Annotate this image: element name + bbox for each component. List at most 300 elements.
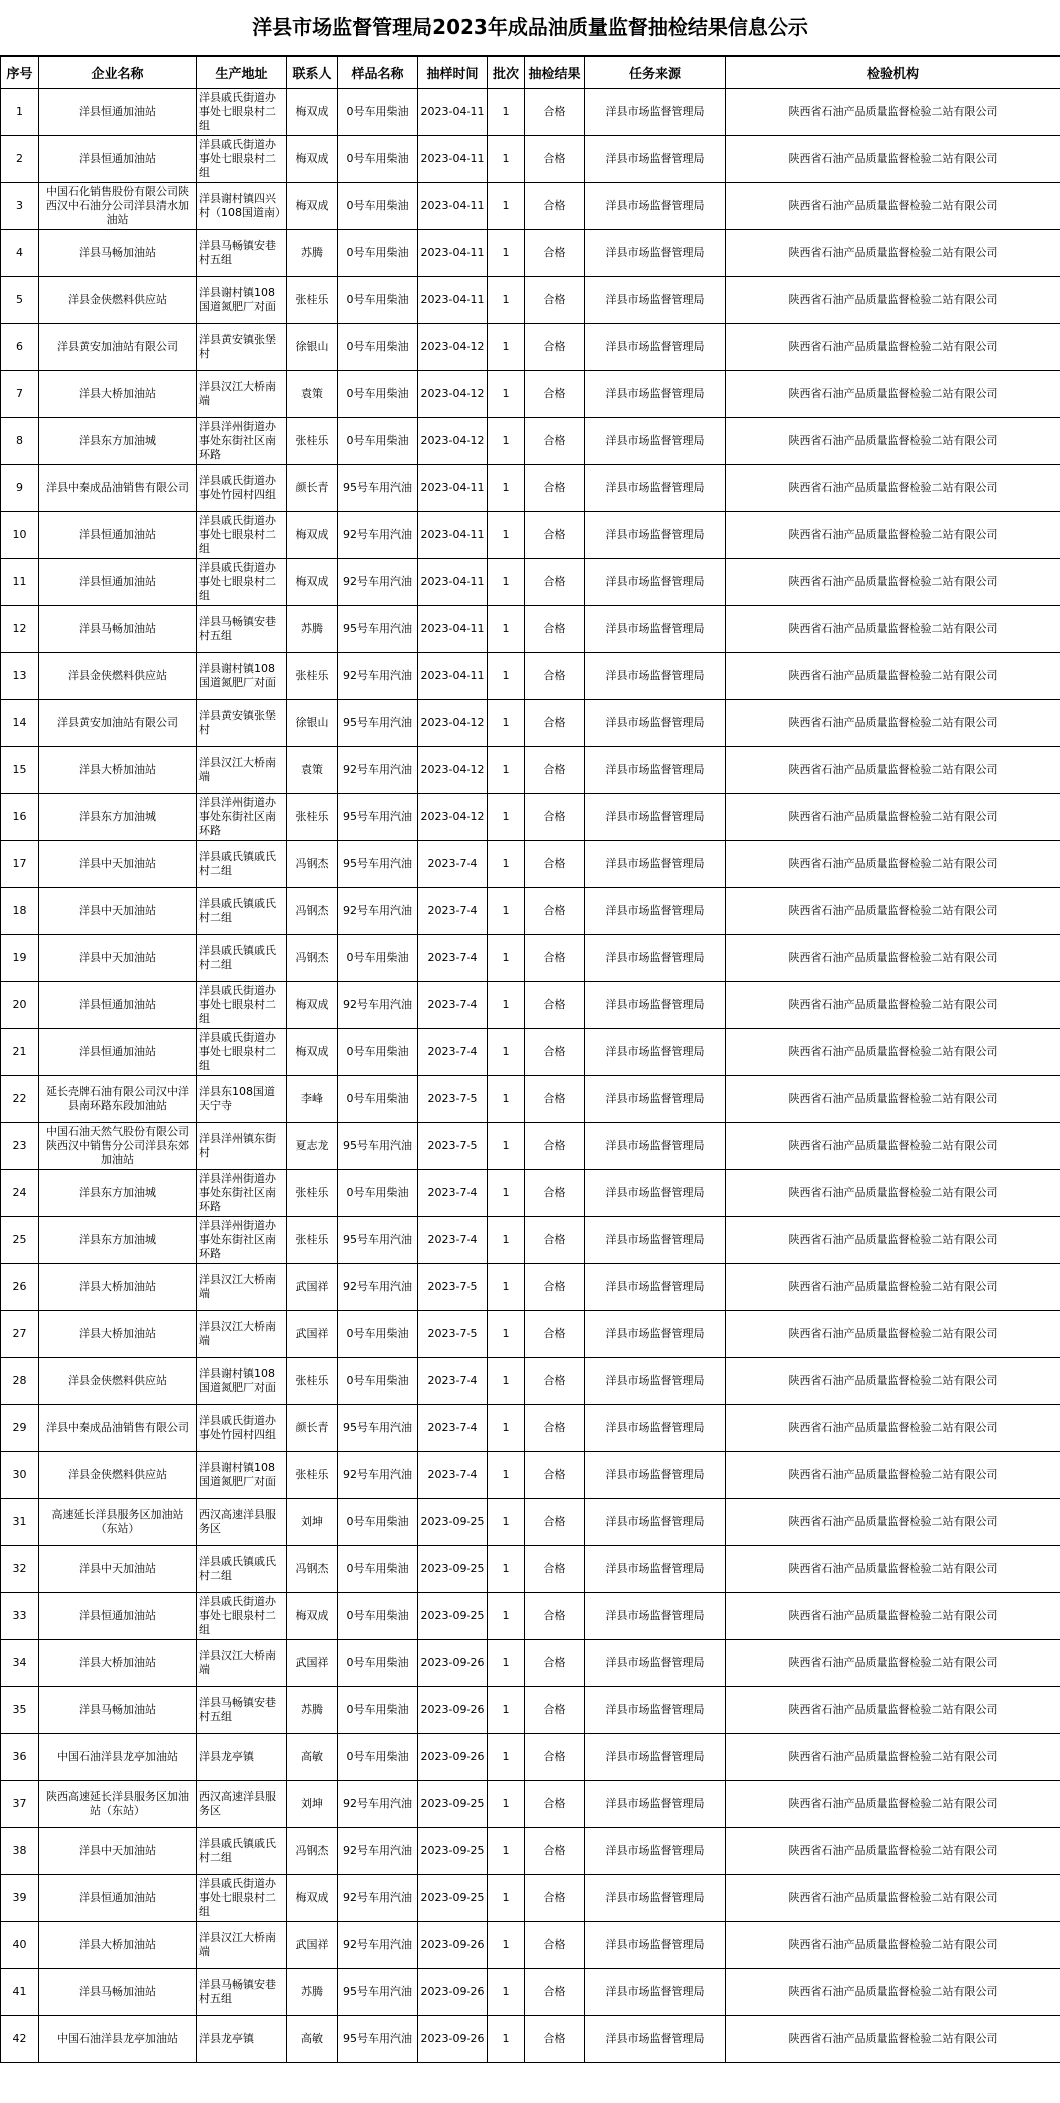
cell-address: 洋县戚氏街道办事处七眼泉村二组	[197, 982, 287, 1029]
cell-lab: 陕西省石油产品质量监督检验二站有限公司	[726, 1358, 1060, 1405]
cell-lab: 陕西省石油产品质量监督检验二站有限公司	[726, 606, 1060, 653]
cell-batch: 1	[488, 653, 525, 700]
cell-index: 14	[1, 700, 39, 747]
cell-date: 2023-7-4	[418, 841, 488, 888]
table-row	[1, 89, 1060, 136]
cell-contact: 张桂乐	[287, 1170, 338, 1217]
cell-batch: 1	[488, 136, 525, 183]
cell-task-source: 洋县市场监督管理局	[585, 888, 726, 935]
cell-lab: 陕西省石油产品质量监督检验二站有限公司	[726, 559, 1060, 606]
cell-company: 中国石化销售股份有限公司陕西汉中石油分公司洋县清水加油站	[39, 183, 197, 230]
cell-index: 7	[1, 371, 39, 418]
cell-result: 合格	[525, 1029, 585, 1076]
cell-company: 洋县黄安加油站有限公司	[39, 700, 197, 747]
table-row	[1, 1264, 1060, 1311]
cell-task-source: 洋县市场监督管理局	[585, 371, 726, 418]
cell-task-source: 洋县市场监督管理局	[585, 1217, 726, 1264]
page-title: 洋县市场监督管理局2023年成品油质量监督抽检结果信息公示	[0, 0, 1060, 56]
cell-lab: 陕西省石油产品质量监督检验二站有限公司	[726, 1875, 1060, 1922]
cell-contact: 张桂乐	[287, 1217, 338, 1264]
cell-batch: 1	[488, 1358, 525, 1405]
cell-lab: 陕西省石油产品质量监督检验二站有限公司	[726, 1405, 1060, 1452]
cell-index: 21	[1, 1029, 39, 1076]
cell-date: 2023-7-4	[418, 935, 488, 982]
cell-batch: 1	[488, 1452, 525, 1499]
cell-company: 洋县马畅加油站	[39, 606, 197, 653]
cell-sample: 0号车用柴油	[338, 324, 418, 371]
cell-task-source: 洋县市场监督管理局	[585, 1640, 726, 1687]
table-body	[1, 89, 1060, 2063]
cell-lab: 陕西省石油产品质量监督检验二站有限公司	[726, 1687, 1060, 1734]
cell-task-source: 洋县市场监督管理局	[585, 1311, 726, 1358]
cell-contact: 冯钢杰	[287, 935, 338, 982]
cell-date: 2023-09-25	[418, 1828, 488, 1875]
cell-company: 洋县中天加油站	[39, 1546, 197, 1593]
cell-batch: 1	[488, 1123, 525, 1170]
cell-contact: 张桂乐	[287, 277, 338, 324]
cell-lab: 陕西省石油产品质量监督检验二站有限公司	[726, 1593, 1060, 1640]
header-row	[1, 57, 1060, 89]
cell-sample: 0号车用柴油	[338, 1076, 418, 1123]
cell-address: 洋县戚氏街道办事处七眼泉村二组	[197, 1593, 287, 1640]
table-row	[1, 1922, 1060, 1969]
table-row	[1, 700, 1060, 747]
cell-contact: 张桂乐	[287, 1452, 338, 1499]
cell-address: 洋县马畅镇安巷村五组	[197, 1687, 287, 1734]
cell-date: 2023-04-12	[418, 371, 488, 418]
cell-contact: 武国祥	[287, 1640, 338, 1687]
col-header-sample: 样品名称	[338, 57, 418, 89]
cell-sample: 92号车用汽油	[338, 982, 418, 1029]
cell-company: 延长壳牌石油有限公司汉中洋县南环路东段加油站	[39, 1076, 197, 1123]
cell-address: 洋县戚氏镇戚氏村二组	[197, 888, 287, 935]
cell-date: 2023-09-25	[418, 1875, 488, 1922]
table-row	[1, 1123, 1060, 1170]
cell-batch: 1	[488, 324, 525, 371]
cell-sample: 0号车用柴油	[338, 935, 418, 982]
cell-contact: 苏腾	[287, 1969, 338, 2016]
cell-contact: 苏腾	[287, 1687, 338, 1734]
cell-lab: 陕西省石油产品质量监督检验二站有限公司	[726, 982, 1060, 1029]
cell-batch: 1	[488, 1405, 525, 1452]
cell-sample: 0号车用柴油	[338, 1499, 418, 1546]
cell-company: 洋县恒通加油站	[39, 136, 197, 183]
cell-sample: 95号车用汽油	[338, 700, 418, 747]
cell-batch: 1	[488, 700, 525, 747]
cell-contact: 梅双成	[287, 183, 338, 230]
table-row	[1, 1217, 1060, 1264]
cell-company: 洋县黄安加油站有限公司	[39, 324, 197, 371]
cell-date: 2023-04-11	[418, 277, 488, 324]
cell-index: 37	[1, 1781, 39, 1828]
cell-company: 洋县马畅加油站	[39, 1687, 197, 1734]
cell-index: 42	[1, 2016, 39, 2063]
table-row	[1, 653, 1060, 700]
cell-sample: 92号车用汽油	[338, 1264, 418, 1311]
cell-lab: 陕西省石油产品质量监督检验二站有限公司	[726, 1452, 1060, 1499]
cell-result: 合格	[525, 277, 585, 324]
cell-task-source: 洋县市场监督管理局	[585, 418, 726, 465]
cell-task-source: 洋县市场监督管理局	[585, 183, 726, 230]
cell-task-source: 洋县市场监督管理局	[585, 89, 726, 136]
cell-company: 洋县恒通加油站	[39, 982, 197, 1029]
table-row	[1, 1029, 1060, 1076]
cell-task-source: 洋县市场监督管理局	[585, 1170, 726, 1217]
cell-batch: 1	[488, 371, 525, 418]
cell-index: 3	[1, 183, 39, 230]
table-row	[1, 324, 1060, 371]
cell-address: 洋县戚氏街道办事处竹园村四组	[197, 1405, 287, 1452]
cell-sample: 92号车用汽油	[338, 747, 418, 794]
cell-result: 合格	[525, 371, 585, 418]
cell-date: 2023-04-11	[418, 559, 488, 606]
cell-task-source: 洋县市场监督管理局	[585, 1593, 726, 1640]
cell-task-source: 洋县市场监督管理局	[585, 1546, 726, 1593]
cell-index: 27	[1, 1311, 39, 1358]
cell-sample: 95号车用汽油	[338, 1217, 418, 1264]
cell-date: 2023-09-26	[418, 1734, 488, 1781]
cell-lab: 陕西省石油产品质量监督检验二站有限公司	[726, 136, 1060, 183]
cell-contact: 张桂乐	[287, 1358, 338, 1405]
cell-result: 合格	[525, 935, 585, 982]
table-row	[1, 1170, 1060, 1217]
cell-company: 洋县大桥加油站	[39, 1640, 197, 1687]
cell-company: 洋县恒通加油站	[39, 89, 197, 136]
cell-result: 合格	[525, 606, 585, 653]
cell-lab: 陕西省石油产品质量监督检验二站有限公司	[726, 371, 1060, 418]
cell-company: 洋县大桥加油站	[39, 1311, 197, 1358]
cell-sample: 0号车用柴油	[338, 277, 418, 324]
cell-batch: 1	[488, 1076, 525, 1123]
cell-index: 41	[1, 1969, 39, 2016]
cell-sample: 95号车用汽油	[338, 841, 418, 888]
cell-contact: 梅双成	[287, 1875, 338, 1922]
cell-date: 2023-04-11	[418, 512, 488, 559]
cell-result: 合格	[525, 1593, 585, 1640]
cell-index: 13	[1, 653, 39, 700]
cell-task-source: 洋县市场监督管理局	[585, 841, 726, 888]
cell-index: 17	[1, 841, 39, 888]
table-row	[1, 841, 1060, 888]
cell-index: 19	[1, 935, 39, 982]
cell-index: 25	[1, 1217, 39, 1264]
cell-index: 36	[1, 1734, 39, 1781]
cell-address: 洋县谢村镇108国道氮肥厂对面	[197, 1358, 287, 1405]
cell-contact: 梅双成	[287, 512, 338, 559]
cell-task-source: 洋县市场监督管理局	[585, 1358, 726, 1405]
cell-sample: 92号车用汽油	[338, 1828, 418, 1875]
cell-index: 10	[1, 512, 39, 559]
cell-sample: 95号车用汽油	[338, 606, 418, 653]
cell-address: 洋县马畅镇安巷村五组	[197, 606, 287, 653]
cell-lab: 陕西省石油产品质量监督检验二站有限公司	[726, 700, 1060, 747]
cell-batch: 1	[488, 1593, 525, 1640]
cell-batch: 1	[488, 183, 525, 230]
cell-contact: 李峰	[287, 1076, 338, 1123]
cell-sample: 92号车用汽油	[338, 1922, 418, 1969]
cell-address: 洋县汉江大桥南端	[197, 747, 287, 794]
table-row	[1, 1311, 1060, 1358]
cell-date: 2023-09-26	[418, 1922, 488, 1969]
cell-index: 8	[1, 418, 39, 465]
cell-index: 18	[1, 888, 39, 935]
cell-lab: 陕西省石油产品质量监督检验二站有限公司	[726, 1499, 1060, 1546]
table-row	[1, 1640, 1060, 1687]
cell-lab: 陕西省石油产品质量监督检验二站有限公司	[726, 653, 1060, 700]
cell-date: 2023-04-11	[418, 465, 488, 512]
cell-index: 30	[1, 1452, 39, 1499]
cell-address: 洋县谢村镇108国道氮肥厂对面	[197, 1452, 287, 1499]
cell-index: 6	[1, 324, 39, 371]
cell-company: 洋县大桥加油站	[39, 1922, 197, 1969]
cell-task-source: 洋县市场监督管理局	[585, 1123, 726, 1170]
cell-index: 29	[1, 1405, 39, 1452]
table-row	[1, 183, 1060, 230]
cell-address: 洋县戚氏街道办事处七眼泉村二组	[197, 512, 287, 559]
cell-sample: 0号车用柴油	[338, 1687, 418, 1734]
table-row	[1, 1687, 1060, 1734]
table-row	[1, 794, 1060, 841]
cell-index: 1	[1, 89, 39, 136]
cell-result: 合格	[525, 888, 585, 935]
col-header-result: 抽检结果	[525, 57, 585, 89]
cell-index: 40	[1, 1922, 39, 1969]
table-row	[1, 1593, 1060, 1640]
cell-task-source: 洋县市场监督管理局	[585, 277, 726, 324]
cell-date: 2023-04-12	[418, 700, 488, 747]
cell-lab: 陕西省石油产品质量监督检验二站有限公司	[726, 512, 1060, 559]
cell-lab: 陕西省石油产品质量监督检验二站有限公司	[726, 1123, 1060, 1170]
col-header-address: 生产地址	[197, 57, 287, 89]
cell-contact: 徐银山	[287, 324, 338, 371]
cell-date: 2023-04-11	[418, 606, 488, 653]
col-header-company: 企业名称	[39, 57, 197, 89]
cell-batch: 1	[488, 1687, 525, 1734]
table-row	[1, 1076, 1060, 1123]
cell-contact: 冯钢杰	[287, 841, 338, 888]
cell-address: 洋县戚氏镇戚氏村二组	[197, 1546, 287, 1593]
cell-contact: 苏腾	[287, 230, 338, 277]
cell-sample: 92号车用汽油	[338, 1781, 418, 1828]
cell-sample: 95号车用汽油	[338, 465, 418, 512]
table-row	[1, 1358, 1060, 1405]
cell-address: 洋县洋州镇东街村	[197, 1123, 287, 1170]
cell-batch: 1	[488, 230, 525, 277]
cell-sample: 92号车用汽油	[338, 559, 418, 606]
cell-result: 合格	[525, 841, 585, 888]
cell-result: 合格	[525, 653, 585, 700]
table-row	[1, 418, 1060, 465]
cell-batch: 1	[488, 606, 525, 653]
cell-index: 33	[1, 1593, 39, 1640]
cell-task-source: 洋县市场监督管理局	[585, 465, 726, 512]
cell-address: 洋县汉江大桥南端	[197, 1311, 287, 1358]
cell-result: 合格	[525, 1452, 585, 1499]
cell-address: 洋县戚氏镇戚氏村二组	[197, 935, 287, 982]
table-row	[1, 277, 1060, 324]
cell-task-source: 洋县市场监督管理局	[585, 700, 726, 747]
cell-index: 15	[1, 747, 39, 794]
cell-sample: 92号车用汽油	[338, 653, 418, 700]
table-row	[1, 1875, 1060, 1922]
cell-batch: 1	[488, 1499, 525, 1546]
cell-date: 2023-7-5	[418, 1123, 488, 1170]
cell-batch: 1	[488, 1828, 525, 1875]
cell-date: 2023-04-11	[418, 183, 488, 230]
cell-address: 洋县戚氏街道办事处七眼泉村二组	[197, 89, 287, 136]
cell-company: 洋县大桥加油站	[39, 1264, 197, 1311]
cell-contact: 梅双成	[287, 559, 338, 606]
cell-company: 洋县金侠燃料供应站	[39, 653, 197, 700]
cell-task-source: 洋县市场监督管理局	[585, 230, 726, 277]
cell-index: 39	[1, 1875, 39, 1922]
cell-sample: 92号车用汽油	[338, 1875, 418, 1922]
cell-batch: 1	[488, 559, 525, 606]
cell-contact: 张桂乐	[287, 653, 338, 700]
col-header-index: 序号	[1, 57, 39, 89]
cell-batch: 1	[488, 1781, 525, 1828]
table-row	[1, 982, 1060, 1029]
cell-company: 洋县金侠燃料供应站	[39, 1358, 197, 1405]
cell-sample: 0号车用柴油	[338, 230, 418, 277]
cell-date: 2023-04-12	[418, 794, 488, 841]
cell-index: 11	[1, 559, 39, 606]
cell-task-source: 洋县市场监督管理局	[585, 1875, 726, 1922]
cell-task-source: 洋县市场监督管理局	[585, 1734, 726, 1781]
table-row	[1, 230, 1060, 277]
cell-address: 洋县汉江大桥南端	[197, 1264, 287, 1311]
cell-index: 35	[1, 1687, 39, 1734]
cell-index: 16	[1, 794, 39, 841]
table-row	[1, 512, 1060, 559]
cell-address: 洋县马畅镇安巷村五组	[197, 1969, 287, 2016]
cell-contact: 颜长青	[287, 465, 338, 512]
cell-sample: 0号车用柴油	[338, 1640, 418, 1687]
cell-date: 2023-7-5	[418, 1264, 488, 1311]
cell-contact: 刘坤	[287, 1781, 338, 1828]
cell-date: 2023-09-26	[418, 2016, 488, 2063]
cell-address: 洋县谢村镇四兴村（108国道南）	[197, 183, 287, 230]
cell-result: 合格	[525, 136, 585, 183]
cell-result: 合格	[525, 982, 585, 1029]
cell-date: 2023-04-12	[418, 324, 488, 371]
cell-result: 合格	[525, 324, 585, 371]
cell-contact: 高敏	[287, 2016, 338, 2063]
cell-task-source: 洋县市场监督管理局	[585, 935, 726, 982]
cell-company: 洋县中天加油站	[39, 1828, 197, 1875]
cell-result: 合格	[525, 1687, 585, 1734]
cell-result: 合格	[525, 1922, 585, 1969]
cell-company: 洋县东方加油城	[39, 1170, 197, 1217]
cell-result: 合格	[525, 1358, 585, 1405]
cell-batch: 1	[488, 1969, 525, 2016]
results-table	[0, 56, 1060, 2063]
cell-sample: 0号车用柴油	[338, 1546, 418, 1593]
cell-lab: 陕西省石油产品质量监督检验二站有限公司	[726, 1217, 1060, 1264]
cell-company: 洋县恒通加油站	[39, 1875, 197, 1922]
table-row	[1, 1781, 1060, 1828]
cell-index: 22	[1, 1076, 39, 1123]
cell-task-source: 洋县市场监督管理局	[585, 794, 726, 841]
cell-result: 合格	[525, 89, 585, 136]
cell-lab: 陕西省石油产品质量监督检验二站有限公司	[726, 1828, 1060, 1875]
cell-lab: 陕西省石油产品质量监督检验二站有限公司	[726, 1969, 1060, 2016]
cell-batch: 1	[488, 512, 525, 559]
cell-date: 2023-04-12	[418, 747, 488, 794]
cell-company: 中国石油天然气股份有限公司陕西汉中销售分公司洋县东郊加油站	[39, 1123, 197, 1170]
cell-company: 洋县大桥加油站	[39, 747, 197, 794]
cell-batch: 1	[488, 89, 525, 136]
cell-company: 高速延长洋县服务区加油站（东站）	[39, 1499, 197, 1546]
table-row	[1, 935, 1060, 982]
table-row	[1, 559, 1060, 606]
cell-contact: 梅双成	[287, 1029, 338, 1076]
col-header-batch: 批次	[488, 57, 525, 89]
cell-batch: 1	[488, 2016, 525, 2063]
cell-lab: 陕西省石油产品质量监督检验二站有限公司	[726, 1640, 1060, 1687]
cell-sample: 95号车用汽油	[338, 1969, 418, 2016]
cell-task-source: 洋县市场监督管理局	[585, 1687, 726, 1734]
cell-contact: 徐银山	[287, 700, 338, 747]
cell-sample: 95号车用汽油	[338, 1123, 418, 1170]
cell-company: 洋县中秦成品油销售有限公司	[39, 1405, 197, 1452]
cell-batch: 1	[488, 794, 525, 841]
cell-sample: 92号车用汽油	[338, 888, 418, 935]
cell-address: 洋县戚氏镇戚氏村二组	[197, 1828, 287, 1875]
cell-batch: 1	[488, 935, 525, 982]
cell-sample: 95号车用汽油	[338, 2016, 418, 2063]
cell-company: 中国石油洋县龙亭加油站	[39, 1734, 197, 1781]
cell-task-source: 洋县市场监督管理局	[585, 1828, 726, 1875]
cell-batch: 1	[488, 1264, 525, 1311]
cell-address: 洋县洋州街道办事处东街社区南环路	[197, 1217, 287, 1264]
col-header-date: 抽样时间	[418, 57, 488, 89]
table-row	[1, 1969, 1060, 2016]
cell-sample: 0号车用柴油	[338, 1311, 418, 1358]
cell-address: 洋县戚氏街道办事处七眼泉村二组	[197, 1029, 287, 1076]
cell-batch: 1	[488, 1875, 525, 1922]
cell-company: 洋县恒通加油站	[39, 1593, 197, 1640]
cell-contact: 梅双成	[287, 1593, 338, 1640]
cell-address: 西汉高速洋县服务区	[197, 1499, 287, 1546]
cell-address: 洋县马畅镇安巷村五组	[197, 230, 287, 277]
cell-address: 洋县龙亭镇	[197, 1734, 287, 1781]
cell-result: 合格	[525, 1123, 585, 1170]
cell-result: 合格	[525, 418, 585, 465]
cell-lab: 陕西省石油产品质量监督检验二站有限公司	[726, 418, 1060, 465]
cell-contact: 梅双成	[287, 89, 338, 136]
cell-batch: 1	[488, 277, 525, 324]
cell-sample: 0号车用柴油	[338, 1358, 418, 1405]
cell-result: 合格	[525, 1311, 585, 1358]
cell-lab: 陕西省石油产品质量监督检验二站有限公司	[726, 230, 1060, 277]
cell-company: 陕西高速延长洋县服务区加油站（东站）	[39, 1781, 197, 1828]
cell-lab: 陕西省石油产品质量监督检验二站有限公司	[726, 1311, 1060, 1358]
cell-batch: 1	[488, 1922, 525, 1969]
col-header-task-source: 任务来源	[585, 57, 726, 89]
cell-result: 合格	[525, 1875, 585, 1922]
cell-index: 32	[1, 1546, 39, 1593]
cell-company: 洋县恒通加油站	[39, 512, 197, 559]
cell-batch: 1	[488, 1640, 525, 1687]
cell-date: 2023-09-26	[418, 1640, 488, 1687]
cell-contact: 张桂乐	[287, 418, 338, 465]
cell-lab: 陕西省石油产品质量监督检验二站有限公司	[726, 465, 1060, 512]
cell-result: 合格	[525, 230, 585, 277]
cell-address: 洋县黄安镇张堡村	[197, 700, 287, 747]
cell-lab: 陕西省石油产品质量监督检验二站有限公司	[726, 1922, 1060, 1969]
cell-company: 洋县恒通加油站	[39, 1029, 197, 1076]
